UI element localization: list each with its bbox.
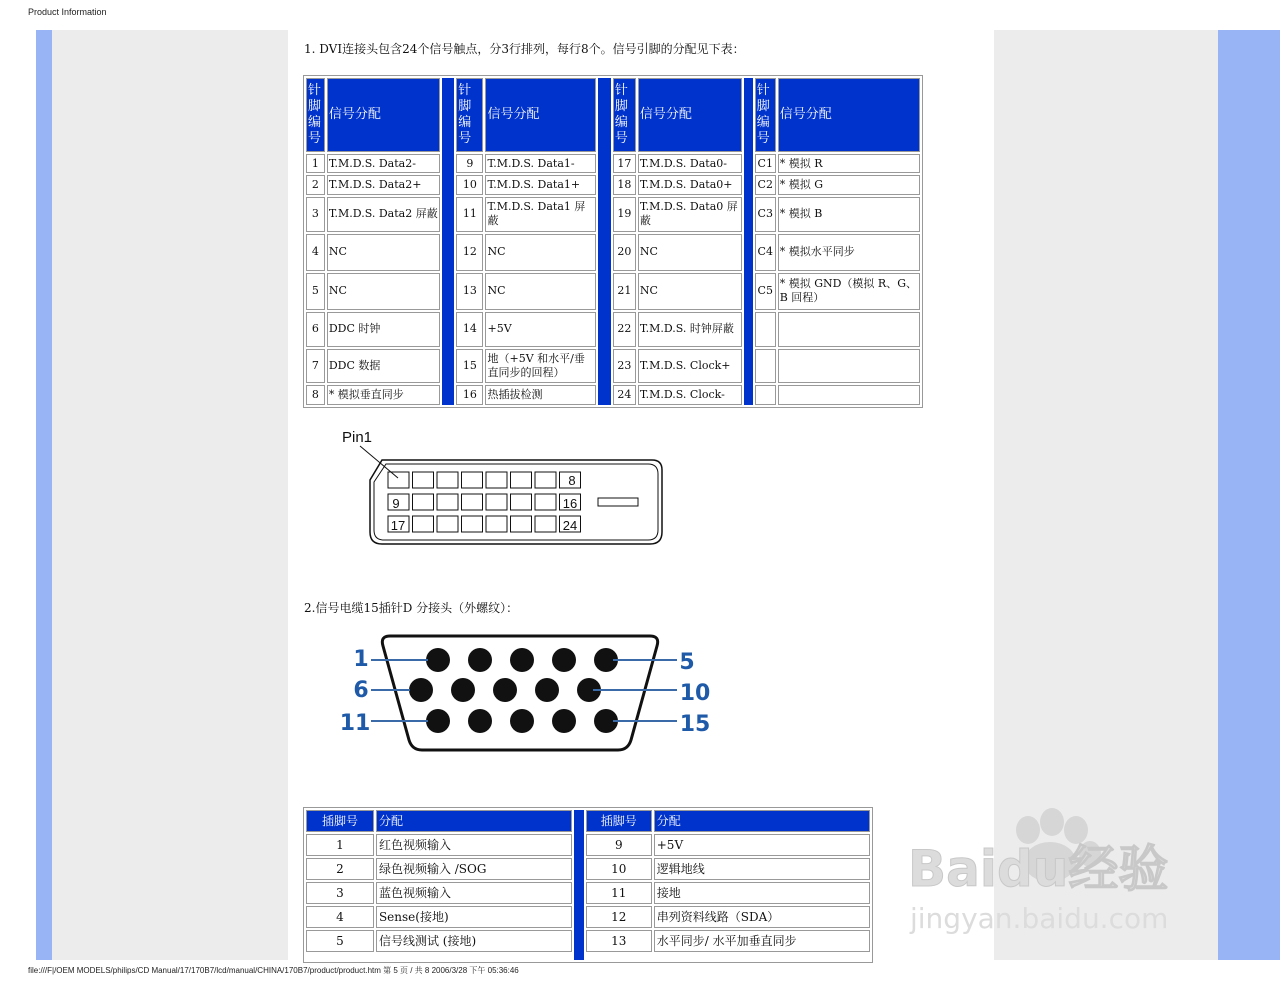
pin-number: 10 <box>586 858 652 880</box>
vga-connector-diagram <box>335 628 725 758</box>
signal-name: * 模拟 GND（模拟 R、G、B 回程） <box>778 273 920 310</box>
dvi-outline-outer <box>370 460 662 544</box>
signal-header: 信号分配 <box>327 78 440 152</box>
signal-name: T.M.D.S. Data0 屏蔽 <box>638 197 743 232</box>
signal-name: T.M.D.S. 时钟屏蔽 <box>638 312 743 347</box>
pin-number: 6 <box>306 312 325 347</box>
signal-header: 信号分配 <box>638 78 743 152</box>
table-row <box>306 906 870 928</box>
baidu-jingyan-watermark <box>900 800 1210 940</box>
pin-number: 10 <box>456 175 483 195</box>
dvi-pin-slot <box>462 516 483 532</box>
vga-pin <box>468 709 492 733</box>
signal-name: T.M.D.S. Data2- <box>327 154 440 174</box>
watermark-brand: Baidu经验 <box>908 840 1169 898</box>
signal-name: 接地 <box>654 882 870 904</box>
column-separator <box>442 78 455 405</box>
table-row <box>306 312 920 347</box>
table-row <box>306 349 920 384</box>
dvi-pin-slot <box>462 472 483 488</box>
dvi-pin-slot <box>486 494 507 510</box>
pin-label-9: 9 <box>392 496 400 511</box>
dvi-pin-slot <box>535 494 556 510</box>
pin-number: 3 <box>306 197 325 232</box>
pin-number: C2 <box>755 175 776 195</box>
pin-number <box>755 312 776 347</box>
dvi-pin-slot <box>486 516 507 532</box>
pin-header: 插脚号 <box>306 810 374 832</box>
table-row <box>306 234 920 271</box>
pin-label-11: 11 <box>339 711 371 736</box>
column-separator <box>598 78 611 405</box>
pin1-pointer <box>360 446 398 478</box>
pin-label-24: 24 <box>562 518 578 533</box>
pin-number: 19 <box>613 197 636 232</box>
signal-name: NC <box>327 273 440 310</box>
vga-pin <box>451 678 475 702</box>
dvi-pin-slot <box>437 494 458 510</box>
dvi-pin-slot <box>413 472 434 488</box>
vga-pin <box>510 709 534 733</box>
signal-name: NC <box>638 273 743 310</box>
signal-name: NC <box>327 234 440 271</box>
pin-number: 4 <box>306 234 325 271</box>
signal-name: NC <box>485 234 596 271</box>
table-row <box>306 273 920 310</box>
signal-name: 水平同步/ 水平加垂直同步 <box>654 930 870 952</box>
section1-title: 1. DVI连接头包含24个信号触点，分3行排列，每行8个。信号引脚的分配见下表： <box>304 42 745 56</box>
pin-label-5: 5 <box>679 650 695 675</box>
vga-pin <box>535 678 559 702</box>
signal-name: NC <box>485 273 596 310</box>
pin-number: 9 <box>586 834 652 856</box>
pin-label-15: 15 <box>679 712 711 737</box>
signal-name: T.M.D.S. Data1 屏蔽 <box>485 197 596 232</box>
pin-number: 12 <box>586 906 652 928</box>
vga-pin <box>510 648 534 672</box>
pin-header: 针脚编号 <box>456 78 483 152</box>
signal-name: T.M.D.S. Data1- <box>485 154 596 174</box>
signal-header: 信号分配 <box>485 78 596 152</box>
dvi-pin-slot <box>413 516 434 532</box>
signal-name: * 模拟垂直同步 <box>327 385 440 405</box>
pin-number: 12 <box>456 234 483 271</box>
dvi-pin-slot <box>413 494 434 510</box>
pin-number <box>755 349 776 384</box>
signal-name: 热插拔检测 <box>485 385 596 405</box>
assignment-header: 分配 <box>376 810 572 832</box>
column-separator <box>574 810 584 960</box>
pin-number: 18 <box>613 175 636 195</box>
pin-number: 11 <box>456 197 483 232</box>
pin-number: 14 <box>456 312 483 347</box>
assignment-header: 分配 <box>654 810 870 832</box>
table-row <box>306 882 870 904</box>
signal-name: * 模拟 R <box>778 154 920 174</box>
signal-name: T.M.D.S. Clock+ <box>638 349 743 384</box>
pin-number: 13 <box>456 273 483 310</box>
table-row <box>306 930 870 952</box>
vga-pin <box>493 678 517 702</box>
pin-header: 针脚编号 <box>306 78 325 152</box>
vga-pin-table <box>303 807 873 963</box>
signal-name: DDC 时钟 <box>327 312 440 347</box>
signal-name: T.M.D.S. Data2 屏蔽 <box>327 197 440 232</box>
pin-number: 7 <box>306 349 325 384</box>
signal-name: T.M.D.S. Data2+ <box>327 175 440 195</box>
signal-name: 红色视频输入 <box>376 834 572 856</box>
pin-number: C3 <box>755 197 776 232</box>
dvi-pin-slot <box>486 472 507 488</box>
pin-number: 22 <box>613 312 636 347</box>
pin-label-10: 10 <box>679 681 711 706</box>
pin-number <box>755 385 776 405</box>
vga-pin <box>552 648 576 672</box>
signal-name: DDC 数据 <box>327 349 440 384</box>
signal-name <box>778 349 920 384</box>
pin-header: 针脚编号 <box>613 78 636 152</box>
pin-number: 20 <box>613 234 636 271</box>
pin-number: 23 <box>613 349 636 384</box>
signal-name: 串列资料线路（SDA） <box>654 906 870 928</box>
signal-name: 蓝色视频输入 <box>376 882 572 904</box>
vga-pin <box>409 678 433 702</box>
pin-number: 16 <box>456 385 483 405</box>
pin-number: 11 <box>586 882 652 904</box>
table-row <box>306 834 870 856</box>
dvi-pin-grid <box>388 472 581 532</box>
pin-header: 针脚编号 <box>755 78 776 152</box>
dvi-pin-slot <box>535 472 556 488</box>
signal-name: +5V <box>485 312 596 347</box>
left-gray-margin <box>52 30 288 960</box>
signal-name: T.M.D.S. Clock- <box>638 385 743 405</box>
pin-number: 3 <box>306 882 374 904</box>
table-row <box>306 385 920 405</box>
signal-name: * 模拟 G <box>778 175 920 195</box>
dvi-pin-slot <box>511 494 532 510</box>
section2-title: 2.信号电缆15插针D 分接头（外螺纹）： <box>304 601 519 615</box>
pin-number: 9 <box>456 154 483 174</box>
pin1-label: Pin1 <box>342 429 373 446</box>
right-blue-margin <box>1218 30 1280 960</box>
pin-label-1: 1 <box>353 647 369 672</box>
signal-name: 绿色视频输入 /SOG <box>376 858 572 880</box>
signal-name: T.M.D.S. Data0+ <box>638 175 743 195</box>
pin-number: 5 <box>306 273 325 310</box>
pin-number: 1 <box>306 154 325 174</box>
signal-name: T.M.D.S. Data0- <box>638 154 743 174</box>
signal-name: 信号线测试 (接地) <box>376 930 572 952</box>
dvi-pin-slot <box>437 472 458 488</box>
pin-number: 8 <box>306 385 325 405</box>
pin-number: 1 <box>306 834 374 856</box>
dvi-flat-blade <box>598 498 638 506</box>
pin-number: 15 <box>456 349 483 384</box>
signal-name: 地（+5V 和水平/垂直同步的回程） <box>485 349 596 384</box>
pin-number: 21 <box>613 273 636 310</box>
pin-number: 2 <box>306 175 325 195</box>
pin-number: C5 <box>755 273 776 310</box>
signal-name: Sense(接地) <box>376 906 572 928</box>
dvi-pin-slot <box>511 516 532 532</box>
table-row <box>306 858 870 880</box>
signal-name: NC <box>638 234 743 271</box>
watermark-url: jingyan.baidu.com <box>910 902 1169 935</box>
pin-label-6: 6 <box>353 678 369 703</box>
signal-name <box>778 312 920 347</box>
signal-name <box>778 385 920 405</box>
table-row <box>306 154 920 174</box>
dvi-pin-slot <box>437 516 458 532</box>
signal-name: +5V <box>654 834 870 856</box>
dvi-pin-table <box>303 75 923 408</box>
column-separator <box>744 78 752 405</box>
pin-label-17: 17 <box>390 518 406 533</box>
table-row <box>306 175 920 195</box>
dvi-connector-diagram <box>330 422 670 552</box>
pin-number: 13 <box>586 930 652 952</box>
dvi-pin-slot <box>462 494 483 510</box>
dvi-pin-slot <box>535 516 556 532</box>
page-footer: file:///F|/OEM MODELS/philips/CD Manual/17/170B7/lcd/manual/CHINA/170B7/product/product.htm 第 5 页 / 共 8 2006/3/28 下午 05:36:46 <box>28 966 519 975</box>
pin-number: 2 <box>306 858 374 880</box>
signal-name: * 模拟水平同步 <box>778 234 920 271</box>
pin-label-16: 16 <box>562 496 578 511</box>
pin-number: 17 <box>613 154 636 174</box>
dvi-outline-inner <box>374 464 658 540</box>
dvi-pin-slot <box>388 472 409 488</box>
vga-pin <box>552 709 576 733</box>
pin-number: C1 <box>755 154 776 174</box>
page-header: Product Information <box>28 7 107 17</box>
signal-name: * 模拟 B <box>778 197 920 232</box>
pin-number: 4 <box>306 906 374 928</box>
pin-header: 插脚号 <box>586 810 652 832</box>
left-blue-margin <box>36 30 52 960</box>
pin-number: 24 <box>613 385 636 405</box>
vga-pin <box>426 648 450 672</box>
dvi-pin-slot <box>511 472 532 488</box>
signal-name: T.M.D.S. Data1+ <box>485 175 596 195</box>
pin-label-8: 8 <box>568 473 576 488</box>
signal-name: 逻辑地线 <box>654 858 870 880</box>
pin-number: C4 <box>755 234 776 271</box>
pin-number: 5 <box>306 930 374 952</box>
signal-header: 信号分配 <box>778 78 920 152</box>
vga-pin <box>468 648 492 672</box>
table-row <box>306 197 920 232</box>
vga-pin <box>426 709 450 733</box>
